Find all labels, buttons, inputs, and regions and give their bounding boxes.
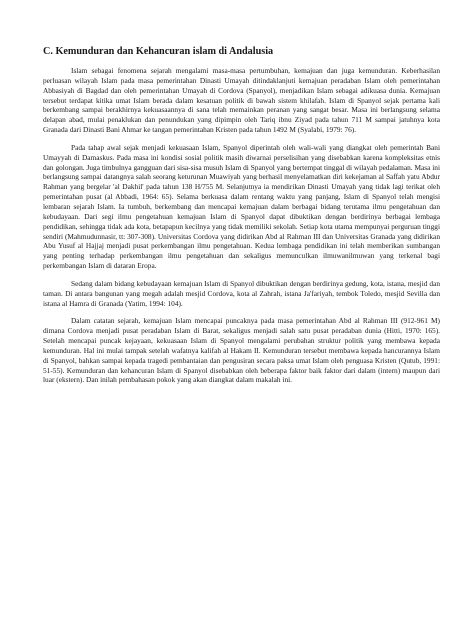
paragraph-4: Dalam catatan sejarah, kemajuan Islam mencapai puncaknya pada masa pemerintahan Abd al Rahman III (912-961 M) dimana Cordova menjadi pusat peradaban Islam di Barat, sekaligus menjadi salah satu pusat peradaban dunia (Hitti, 1970: 165). Setelah mencapai puncak kejayaan, kekuasaan Islam di Spanyol mengalami perubahan struktur politik yang membawa kepada kemunduran. Hal ini mulai tampak setelah wafatnya kalifah al Hakam II. Kemunduran tersebut membawa kepada hancurannya Islam di Spanyol, bahkan sampai kepada tragedi pembantaian dan pengusiran secara paksa umat Islam oleh penguasa Kristen (Qutub, 1991: 51-55). Kemunduran dan kehancuran Islam di Spanyol disebabkan oleh beberapa faktor baik faktor dari dalam (intern) maupun dari luar (ekstern). Dan inilah pembahasan pokok yang akan diangkat dalam makalah ini. [43, 316, 440, 385]
paragraph-2: Pada tahap awal sejak menjadi kekuasaan Islam, Spanyol diperintah oleh wali-wali yang diangkat oleh pemerintah Bani Umayyah di Damaskus. Pada masa ini kondisi sosial politik masih diwarnai perselisihan yang disebabkan karena kompleksitas etnis dan golongan. Juga timbulnya gangguan dari sisa-sisa musuh Islam di Spanyol yang bertempat tinggal di wilayah pedalaman. Masa ini berlangsung sampai datangnya salah seorang keturunan Muawiyah yang berhasil menyelamatkan diri kekejaman al Saffah yatu Abdur Rahman yang bergelar 'al Dakhil' pada tahun 138 H/755 M. Selanjutnya ia mendirikan Dinasti Umayah yang tidak lagi terikat oleh pemerintahan pusat (al Abbadi, 1964: 65). Selama berkuasa dalam rentang waktu yang panjang, Islam di Spanyol telah mengisi lembaran sejarah Islam. Ia tumbuh, berkembang dan mencapai kemajuan dalam berbagai bidang terutama ilmu pengetahuan dan kebudayaan. Dari segi ilmu pengetahuan kemajuan Islam di Spanyol dapat dibuktikan dengan berdirinya berbagai lembaga pendidikan, sehingga tidak ada kota, betapapun kecilnya yang tidak memiliki sekolah. Setiap kota utama mempunyai perguruan tinggi sendiri (Mahmudunnasir, tt: 307-308). Universitas Cordova yang didirikan Abd al Rahman III dan Universitas Granada yang didirikan Abu Yusuf al Hajjaj menjadi pusat perkembangan ilmu pengetahuan. Kedua lembaga pendidikan ini telah memberikan sumbangan yang penting terhadap perkembangan ilmu pengetahuan dan sekaligus memunculkan ilmuwanilmuwan yang terkenal bagi perkembangan Islam di dataran Eropa. [43, 142, 440, 271]
paragraph-3: Sedang dalam bidang kebudayaan kemajuan Islam di Spanyol dibuktikan dengan berdirinya gedung, kota, istana, mesjid dan taman. Di antara bangunan yang megah adalah mesjid Cordova, kota al Zahrah, istana Ja'fariyah, tembok Toledo, mesjid Sevilla dan istana al Hamra di Granada (Yatim, 1994: 104). [43, 278, 440, 308]
section-heading: C. Kemunduran dan Kehancuran islam di Andalusia [43, 46, 274, 57]
paragraph-1: Islam sebagai fenomena sejarah mengalami masa-masa pertumbuhan, kemajuan dan juga kemunduran. Keberhasilan perluasan wilayah Islam pada masa pemerintahan Dinasti Umayah ditindaklanjuti kemajuan peradaban Islam oleh pemerintahan Abbasiyah di Bagdad dan oleh pemerintahan Umayah di Cordova (Spanyol), menjadikan Islam sebagai adikuasa dunia. Kemajuan tersebut terdapat kitika umat Islam berada dalam kesatuan politik di bawah sistem khilafah. Islam di Spanyol sejak pertama kali berkembang sampai berakhirnya kekuasaannya di sana telah memainkan peranan yang sangat besar. Masa ini berlangsung selama delapan abad, mulai penaklukan dan penundukan yang dipimpin oleh Tariq ibnu Ziyad pada tahun 711 M sampai jatuhnya kota Granada dari Dinasti Bani Ahmar ke tangan pemerintahan Kristen pada tahun 1492 M (Syalabi, 1979: 76). [43, 66, 440, 135]
